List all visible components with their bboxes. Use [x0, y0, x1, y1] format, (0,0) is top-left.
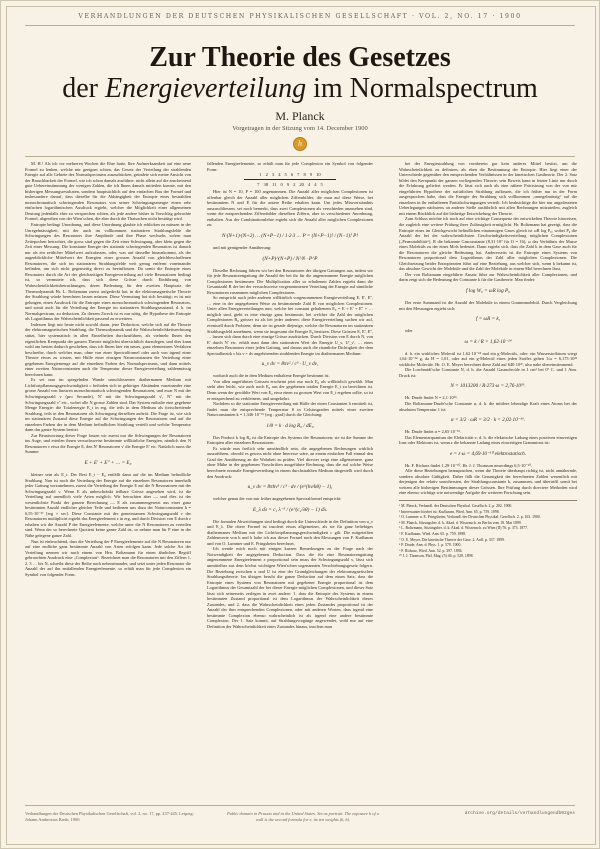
paragraph: bei der Energiestrahlung von vornherein gar kein anderes Mittel besitzt, um die Wahrscheinlichkeit zu definiren, als eben die Bestimmung der Entropie. Hier liegt einer der Unterschiede gegenüber den entsprechenden Verhältnissen in der kinetischen Gastheorie. Der 2. Satz bildet den Kernpunkt der ganzen vorliegenden Theorie; sein Beweis kann in letzter Linie nur durch die Erfahrung geliefert werden. Er lässt sich auch als eine nähere Präcisirung von der von mir eingeführten Hypothese der natürlichen Strahlung auffassen, die ich früher nur in der Form ausgesprochen habe, dass die Energie der Strahlung sich vollkommen „unregelmässig“ auf die einzelnen in ihr enthaltenen Partialschwingungen verteilt. Ich beabsichtige die hier nur angedeuteten Ueberlegungen nächstens an anderer Stelle ausführlich mit allen Rechnungen mitzuteilen, zugleich mit einem Rückblick auf die bisherige Entwickelung der Theorie.	[399, 161, 577, 216]
complexion-cell: 38	[263, 181, 269, 187]
equation: u_ν dν = 8πhν³ / c³ · dν / (e^(hν/kθ) − 1),	[247, 484, 333, 491]
title-line-1: Zur Theorie des Gesetzes	[149, 42, 451, 73]
column-3-body	[399, 161, 577, 496]
seal-icon: h	[293, 137, 307, 151]
paragraph: Dieselbe Rechnung führen wir bei den Resonatoren der übrigen Gattungen aus, indem wir für jede Resonatorengattung die Anzahl der bei ihr für die angenommene Energie möglichen Complexionen bestimmen. Die Multiplication aller so erhaltenen Zahlen ergiebt dann die Gesamtzahl R der bei der versuchsweise vorgenommenen Verteilung der Energie auf sämtliche Resonatoren zusammen möglichen Complexionen.	[207, 267, 373, 295]
complexion-cell: 20	[299, 181, 304, 187]
equation: N·(N+1)·(N+2) … (N+P−1) / 1·2·3 … P = (N+P−1)! / (N−1)! P!	[221, 233, 359, 240]
paragraph: welcher genau der von mir früher angegebenen Spectralformel entspricht:	[213, 496, 342, 502]
reference-item: ³ O. Lummer u. E. Pringsheim, Verhandl. der Deutschen Physikal. Gesellsch. 2. p. 163. 1900.	[399, 515, 541, 520]
paragraph: Es würde nun freilich sehr umständlich sein, die angegebenen Rechnungen wirklich auszuführen, obwohl es gewiss nicht ohne Interesse wäre, an einem einfachen Fall einmal den Grad der Annäherung an die Wahrheit zu prüfen. Viel directer zeigt eine allgemeinere, ganz ohne Mühe in der gegebenen Vorschriften ausgeführte Rechnung, dass die auf solche Weise berechnete normale Energieverteilung in einem durchstrahlten Medium dargestellt wird durch den Ausdruck:	[207, 445, 373, 479]
paragraph: d. h. ein wirkliches Molecül ist 1,62·10⁻²⁴ mal ein g‑Molecüls, oder: ein Wasserstoffatom wiegt 1,64·10⁻²⁴ g, da H = 1,01, oder auf ein g‑Molecül eines jeden Stoffes gehen 1/ω = 6,175·10²³ wirkliche Molecüle. Hr. O. E. Meyer berechnet diese Zahl auf 640·10²¹, also nahe übereinstimmend.	[399, 350, 577, 367]
reference-item: ⁹ F. Richarz, Wied. Ann. 52. p. 397. 1894.	[399, 548, 463, 553]
title-line-2-pre: der	[62, 73, 98, 104]
footer-rule	[25, 805, 575, 806]
paragraph: Die formalen Abweichungen sind bedingt durch die Unterschiede in der Definition von u_ν und E_λ. Die obere Formel ist insofern etwas allgemeiner, als sie für ganz beliebiges diathermanes Medium mit der Lichtfortpflanzungsgeschwindigkeit c gilt. Die mitgeteilten Zahlenwerte von h und k habe ich aus dieser Formel nach den Messungen von F. Kurlbaum und von O. Lummer und E. Pringsheim berechnet.	[207, 518, 373, 546]
column-2-body	[207, 189, 373, 629]
complexion-cell: 3	[271, 172, 275, 178]
complexion-cell: 1	[259, 172, 262, 178]
complexion-cell: 7	[297, 172, 300, 178]
paragraph: Ich wende mich noch mit einigen kurzen Bemerkungen zu der Frage nach der Notwendigkeit der angegebenen Deduction. Dass die für eine Resonatorengattung angenommene Energieelement ε proportional sein muss der Schwingungszahl ν, lässt sich unmittelbar aus dem höchst wichtigen Wien'schen sogenannten Verschiebungsgesetz folgern. Die Beziehung zwischen u und U ist eine der Grundgleichungen der elektromagnetischen Strahlungstheorie. Im übrigen beruht die ganze Deduction auf dem einen Satz, dass die Entropie eines Systems von Resonatoren mit gegebener Energie proportional ist dem Logarithmus der Gesamtzahl der bei dieser Energie möglichen Complexionen, und dieser Satz lässt sich seinerseits zerlegen in zwei andere: 1. dass die Entropie des Systems in einem bestimmten Zustand proportional ist dem Logarithmus der Wahrscheinlichkeit dieses Zustandes, und 2. dass die Wahrscheinlichkeit eines jeden Zustandes proportional ist der Anzahl der ihm entsprechenden Complexionen, oder mit anderen Worten, dass irgend eine bestimmte Complexion ebenso wahrscheinlich ist als irgend eine andere bestimmte Complexion. Der 1. Satz kommt, auf Strahlungsvorgänge angewendet, wohl nur auf eine Definition der Wahrscheinlichkeit eines Zustandes hinaus, insofern man	[207, 546, 373, 629]
title-line-2-emphasis: Energieverteilung	[104, 73, 307, 104]
reference-item: ¹⁰ J. J. Thomson, Phil. Mag. (5) 46. p. 528. 1898.	[399, 554, 474, 559]
paragraph: wodurch auch die in dem Medium enthaltene Energie bestimmt ist.	[213, 373, 330, 379]
equation: e = ε·ω = 4,69·10⁻¹⁰ elektrostatisch.	[449, 450, 527, 457]
author: M. Planck	[275, 109, 325, 123]
paragraph: Das Elementarquantum der Elektricität e, d. h. die elektrische Ladung eines positiven einwertigen Ions oder Elektrons ist, wenn ε die bekannte Ladung eines einwertigen Grammions ist:	[399, 434, 577, 446]
complexion-top-row	[244, 172, 336, 180]
complexion-cell: 6	[290, 172, 294, 178]
reference-item: ⁴ M. Planck, Sitzungsber. d. k. Akad. d. Wissensch. zu Berlin vom 18. Mai 1899.	[399, 520, 522, 525]
equation: 1/θ = k · d log R₀ / dE₀	[266, 422, 314, 429]
paragraph: kleiner sein als E_t. Der Rest E_t − E₀ entfällt dann auf die im Medium befindliche Strahlung. Nun ist noch die Verteilung der Energie auf die einzelnen Resonatoren innerhalb jeder Gattung vorzunehmen, zuerst die Verteilung der Energie E auf die N Resonatoren mit der Schwingungszahl ν. Wenn E als unbeschränkt teilbare Grösse angesehen wird, ist die Verteilung auf unendlich viele Arten möglich. Wir betrachten aber — und dies ist der wesentlichste Punkt der ganzen Berechnung — E als zusammengesetzt aus einer ganz bestimmten Anzahl endlicher gleicher Teile und bedienen uns dazu der Naturconstanten h = 6,55·10⁻²⁷ [erg × sec]. Diese Constante mit der gemeinsamen Schwingungszahl ν der Resonatoren multiplicirt ergiebt das Energieelement ε in erg, und durch Division von E durch ε erhalten wir die Anzahl P der Energieelemente, welche unter die N Resonatoren zu verteilen sind. Wenn der so berechnete Quotient keine ganze Zahl ist, so nehme man für P eine in der Nähe gelegene ganze Zahl.	[25, 471, 191, 538]
paragraph: Der erste Summand ist die Anzahl der Moleküle in einem Grammmolekül. Durch Vergleichung mit den Messungen ergiebt sich:	[399, 300, 577, 311]
title-rule	[25, 156, 575, 157]
paragraph: Indessen liegt mir heute nicht sowohl daran, jene Deduction, welche sich auf die Theorie der elektromagnetischen Strahlung, die Thermodynamik und die Wahrscheinlichkeitsrechnung stützt, hier systematisch in allen Einzelheiten durchzuführen, als vielmehr Ihnen den eigentlichen Kernpunkt der ganzen Theorie möglichst übersichtlich darzulegen, und dies kann wohl am besten dadurch geschehen, dass ich Ihnen hier ein neues, ganz elementares Verfahren beschreibe, durch welches man, ohne von einer Spectralformel oder auch von irgend einer Theorie etwas zu wissen, mit Hülfe einer einzigen Naturconstanten die Verteilung einer gegebenen Energiemenge auf die einzelnen Farben des Normalspectrums, und dann mittels einer zweiten Naturconstanten auch die Temperatur dieser Energieverteilung zahlenmässig berechnen kann.	[25, 321, 191, 377]
complexion-cell: 7	[257, 181, 260, 187]
complexion-bottom-row	[207, 182, 373, 188]
complexion-cell: 5	[320, 181, 323, 187]
footer-archive-link[interactable]: archive.org/details/verhandlungendb02ges	[464, 811, 575, 816]
title-line-2	[1, 74, 599, 104]
paragraph: und mit genügender Annäherung:	[213, 245, 272, 251]
header-rule	[25, 25, 575, 26]
paragraph: Hr. F. Richarz findet 1,29·10⁻¹⁰, Hr. J. J. Thomson neuerdings 6,5·10⁻¹⁰.	[405, 462, 532, 468]
paragraph: Nun ist einleuchtend, dass die Verteilung der P Energieelemente auf die N Resonatoren nur auf eine endliche ganz bestimmte Anzahl von Arten erfolgen kann. Jede solche Art der Verteilung nennen wir nach einem von Hrn. Boltzmann für einen ähnlichen Begriff gebrauchten Ausdruck eine „Complexion“. Bezeichnet man die Resonatoren mit den Ziffern 1, 2, 3 … bis N, schreibt diese der Reihe nach nebeneinander, und setzt unter jeden Resonator die Anzahl der auf ihn entfallenden Energieelemente, so erhält man für jede Complexion ein Symbol von folgender Form:	[25, 538, 191, 577]
equation: (N+P)^(N+P) / N^N · P^P	[262, 255, 318, 262]
reference-item: ⁷ O. E. Meyer, Die kinetische Theorie der Gase. 2. Aufl. p. 337. 1899.	[399, 537, 505, 542]
complexion-cell: 2	[265, 172, 268, 178]
paragraph: Zur Beantwortung dieser Frage fassen wir zuerst nur die Schwingungen der Resonatoren ins Auge, und erteilen ihnen versuchsweise bestimmte willkürliche Energien, nämlich den N Resonatoren ν etwa die Energie E, den N' Resonatoren ν' die Energie E' etc. Natürlich muss die Summe:	[25, 432, 191, 455]
column-2-lead: fallenden Energieelemente, so erhält man für jede Complexion ein Symbol von folgender Form:	[207, 161, 373, 172]
paragraph: Hier ist N = 10, P = 100 angenommen. Die Anzahl aller möglichen Complexionen ist offenbar gleich der Anzahl aller möglichen Ziffernbilder, die man auf diese Weise, bei bestimmtem N und P, für die untere Reihe erhalten kann. Um jedes Missverständnis auszuschliessen, sei noch bemerkt, dass zwei Complexionen als verschieden anzusehen sind, wenn die entsprechenden Ziffernbilder dieselben Ziffern, aber in verschiedener Anordnung, enthalten. Aus der Combinationslehre ergiebt sich die Anzahl aller möglichen Complexionen zu:	[207, 189, 373, 228]
complexion-cell: 9	[309, 172, 313, 178]
reference-item: ² Interessanter hierbei ist: Kurlbaum, Wied. Ann. 65. p. 759. 1898.	[399, 509, 500, 514]
paragraph: Die Boltzmann-Drude'sche Constante α, d. h. die mittlere lebendige Kraft eines Atoms bei der absoluten Temperatur 1 ist:	[399, 400, 577, 412]
paragraph: Der von Boltzmann eingeführte Ansatz führt zur Wahrscheinlichkeit aller Complexionen, und darin zeigt sich die Bedeutung der Constante k für die Gastheorie. Man findet:	[399, 271, 577, 283]
paragraph: oder	[405, 328, 413, 334]
complexion-cell: 11	[272, 181, 277, 187]
reference-item: ¹ M. Planck, Verhandl. der Deutschen Physikal. Gesellsch. 2, p. 202. 1900.	[399, 503, 513, 508]
equation: N = 1013200 / R·273·ω = 2,76·10¹⁹.	[450, 383, 526, 390]
equation: f log W₀ = ωR log P₀	[466, 288, 510, 295]
paragraph: M. H.! Als ich vor mehreren Wochen die Ehre hatte, Ihre Aufmerksamkeit auf eine neue Formel zu lenken, welche mir geeignet schien, das Gesetz der Verteilung der strahlenden Energie auf alle Gebiete des Normalspectrums auszudrücken, gründete sich meine Ansicht von der Brauchbarkeit der Formel, wie ich schon damals ausführte, nicht allein auf die anscheinend gute Uebereinstimmung der wenigen Zahlen, die ich Ihnen damals mitteilen konnte, mit den bisherigen Messungsresultaten, sondern hauptsächlich auf den einfachen Bau der Formel und insbesondere darauf, dass dieselbe für die Abhängigkeit der Entropie eines bestrahlten monochromatisch schwingenden Resonators von seiner Schwingungsenergie einen sehr einfachen logarithmischen Ausdruck ergiebt, welcher die Möglichkeit einer allgemeinen Deutung jedenfalls eher zu versprechen schien, als jede andere bisher in Vorschlag gebrachte Formel, abgesehen von der Wien'schen, die aber durch die Thatsachen nicht bestätigt wird.	[25, 161, 191, 222]
paragraph: Hr. Drude findet α = 2,65·10⁻¹⁶.	[405, 429, 462, 435]
paragraph: Entropie bedingt Unordnung, und diese Unordnung glaubte ich erblicken zu müssen in der Unregelmässigkeit, mit der auch im vollkommen stationären Strahlungsfelde die Schwingungen des Resonators ihre Amplitude und ihre Phase wechseln, sofern man Zeitepochen betrachtet, die gross sind gegen die Zeit einer Schwingung, aber klein gegen die Zeit einer Messung. Die konstante Energie des stationär schwingenden Resonators ist danach nur als ein zeitlicher Mittelwert aufzufassen, oder, was auf dasselbe hinauskommt, als der augenblickliche Mittelwert der Energien einer grossen Anzahl von gleichbeschaffenen Resonatoren, die sich im stationären Strahlungsfelde weit genug entfernt voneinander befinden, um sich nicht gegenseitig direct zu beeinflussen. Da somit die Entropie eines Resonators durch die Art der gleichzeitigen Energieverteilung auf viele Resonatoren bedingt ist, so vermutete ich, dass sich diese Grösse durch Einführung von Wahrscheinlichkeitsbetrachtungen, deren Bedeutung für den zweiten Hauptsatz der Thermodynamik Hr. L. Boltzmann zuerst aufgedeckt hat, in die elektromagnetische Theorie der Strahlung würde berechnen lassen müssen. Diese Vermutung hat sich bestätigt; es ist mir gelungen, einen Ausdruck für die Entropie eines monochromatisch schwingenden Resonators, und somit auch für die Verteilung der Energie im stationären Strahlungszustand, d. h. im Normalspectrum, zu deduciren. Zu diesem Zweck ist es nur nötig, die Hypothese der Entropie als Logarithmus der Wahrscheinlichkeit passend zu erweitern.	[25, 222, 191, 322]
complexion-cell: 4	[314, 181, 317, 187]
equation: ω = k / R = 1,62·10⁻²⁴	[464, 338, 512, 345]
paragraph: Nachdem so die stationäre Energieverteilung mit Hülfe der einen Constanten h ermittelt ist, findet man die entsprechende Temperatur θ in Celsiusgraden mittels einer zweiten Naturconstanten k = 1,346·10⁻¹⁶ [erg : grad] durch die Gleichung:	[207, 401, 373, 418]
complexion-cell: 8	[303, 172, 306, 178]
references	[399, 500, 577, 559]
paragraph: Alle diese Beziehungen beanspruchen, wenn die Theorie überhaupt richtig ist, nicht annähernde, sondern absolute Gültigkeit. Daher fällt die Genauigkeit der berechneten Zahlen wesentlich mit derjenigen der relativ unsichersten, der Strahlungsconstante k, zusammen, und übertrifft somit bei weitem alle bisherigen Bestimmungen dieser Grössen. Ihre Prüfung durch directere Methoden wird eine ebenso wichtige wie notwendige Aufgabe der weiteren Forschung sein.	[399, 468, 577, 496]
footer-citation: Verhandlungen der Deutschen Physikalischen Gesellschaft, vol. 2, no. 17, pp. 237-245. Leipzig: Johann Ambrosius Barth, 1900.	[25, 811, 194, 822]
footer-license: Public domain in Prussia and in the United States. Set as portrait. The exposure h of a wall is the second formula for e, its ten weights (k, h).	[226, 811, 380, 822]
paragraph: So entspricht auch jeder anderen willkürlich vorgenommenen Energieverteilung E, E', E'', … eine in der angegebenen Weise zu bestimmende Zahl R von möglichen Complexionen. Unter allen Energieverteilungen nun, welche bei constant gehaltenem E₀ = E + E' + E'' + … möglich sind, giebt es eine einzige ganz bestimmte, bei welcher die Zahl der möglichen Complexionen R₀ grösser ist als bei jeder anderen; diese Energieverteilung suchen wir auf, eventuell durch Probiren; denn sie ist gerade diejenige, welche die Resonatoren im stationären Strahlungsfeld annehmen, wenn sie insgesamt die Energie E₀ besitzen. Diese Grössen E, E', E'', … lassen sich dann durch eine einzige Grösse ausdrücken. Durch Division von E durch N, von E' durch N' etc. erhält man dann den stationären Wert der Energie U_ν, U'_ν', … eines einzelnen Resonators einer jeden Gattung, und daraus auch die räumliche Dichtigkeit der dem Spectralbezirk ν bis ν + dν angehörenden strahlenden Energie im diathermanen Medium:	[207, 295, 373, 356]
running-header: VERHANDLUNGEN DER DEUTSCHEN PHYSIKALISCHEN GESELLSCHAFT · VOL. 2, NO. 17 · 1900	[78, 13, 522, 20]
column-2	[207, 161, 373, 799]
subtitle: Vorgetragen in der Sitzung vom 14. December 1900	[232, 125, 368, 132]
complexion-cell: 5	[284, 172, 287, 178]
paragraph: Zum Schluss möchte ich noch auf eine wichtige Consequenz der entwickelten Theorie hinweisen, die zugleich eine weitere Prüfung ihrer Zulässigkeit ermöglicht. Hr. Boltzmann hat gezeigt, dass die Entropie eines im Gleichgewicht befindlichen einatomigen Gases gleich ist ωR log P₀, wobei P₀ die Anzahl der bei der wahrscheinlichsten Geschwindigkeitsverteilung möglichen Complexionen („Permutabilität“), R die bekannte Gasconstante (8,31·10⁷ für O = 16), ω das Verhältnis der Masse eines Moleküls zu der eines Mols bedeutet. Dann ergiebt sich, dass die Zahl k in dem Gase auch für die Resonatoren die gleiche Bedeutung hat. Andererseits ist die Entropie eines Systems von Resonatoren proportional dem Logarithmus der Zahl aller möglichen Complexionen. Die Gleichsetzung beider Entropiearten führt auf eine Beziehung, aus welcher sich, wenn k bekannt ist, das absolute Gewicht der Moleküle und die Zahl der Moleküle in einem Mol berechnen lässt.	[399, 216, 577, 272]
complexion-cell: 9	[286, 181, 290, 187]
paragraph: Das Product k log R₀ ist die Entropie des Systems der Resonatoren; sie ist die Summe der Entropien aller einzelnen Resonatoren.	[207, 434, 373, 446]
complexion-cell: 2	[293, 181, 296, 187]
reference-item: ⁸ P. Drude, Ann. d. Phys. 1. p. 578. 1900.	[399, 543, 462, 548]
complexion-cell: 4	[278, 172, 281, 178]
reference-item: ⁵ L. Boltzmann, Sitzungsber. d. k. Akad. d. Wissensch. zu Wien (II) 76. p. 373. 1877.	[399, 526, 529, 531]
reference-item: ⁶ F. Kurlbaum, Wied. Ann. 65. p. 759. 1898.	[399, 531, 467, 536]
title-line-2-post: im Normalspectrum	[313, 73, 538, 104]
equation: E_λ dλ = c₁ λ⁻⁵ / (e^(c₂/λθ) − 1) dλ.	[252, 506, 328, 513]
column-1	[25, 161, 191, 799]
equation: α = 3/2 · ωR = 3/2 · k = 2,02·10⁻¹⁶.	[450, 417, 526, 424]
paragraph: Es sei nun im spiegelnden Wande umschlossenen diathermanen Medium mit Lichtfortpflanzungsgeschwindigkeit c befinden sich in gehöriger Abständen voneinander eine grosse Anzahl von linearen monochromatisch schwingenden Resonatoren, und zwar N mit der Schwingungszahl ν (pro Secunde), N' mit der Schwingungszahl ν', N'' mit der Schwingungszahl ν'' etc., wobei alle N grosse Zahlen sind. Das System enthalte eine gegebene Menge Energie: die Totalenergie E_t in erg, die teils in dem Medium als fortschreitende Strahlung, teils in den Resonatoren als Schwingung derselben auftritt. Die Frage ist, wie sich im stationären Zustand diese Energie auf die Schwingungen der Resonatoren und auf die einzelnen Farben der in dem Medium befindlichen Strahlung verteilt und welche Temperatur dann das ganze System besitzt.	[25, 377, 191, 433]
equation: u_ν dν = 8πν² / c³ · U_ν dν,	[261, 361, 319, 368]
complexion-cell: 4	[307, 181, 311, 187]
complexion-cell: 0	[280, 181, 283, 187]
equation: f = ωR = k,	[475, 316, 501, 323]
complexion-cell: 10	[316, 172, 321, 178]
paragraph: Die Loschmidt'sche Constante N, d. h. die Anzahl Gasmolecüle in 1 cm³ bei 0° C. und 1 Atm. Druck ist:	[399, 367, 577, 378]
column-3	[399, 161, 577, 799]
paragraph: Hr. Drude findet N = 2,1·10¹⁹.	[405, 395, 458, 401]
equation: E + E' + E'' + … = E₀	[84, 459, 132, 466]
paragraph: Von allen angeführten Grössen erscheint jetzt nur noch E₀ als willkürlich gewählt. Man sieht aber leicht, wie auch noch E₀ aus der gegebenen totalen Energie E_t zu berechnen ist. Denn wenn der gewählte Wert von E₀ etwa einen zu grossen Wert von E_t ergeben sollte, so ist er entsprechend zu verkleinern, und umgekehrt.	[207, 378, 373, 401]
